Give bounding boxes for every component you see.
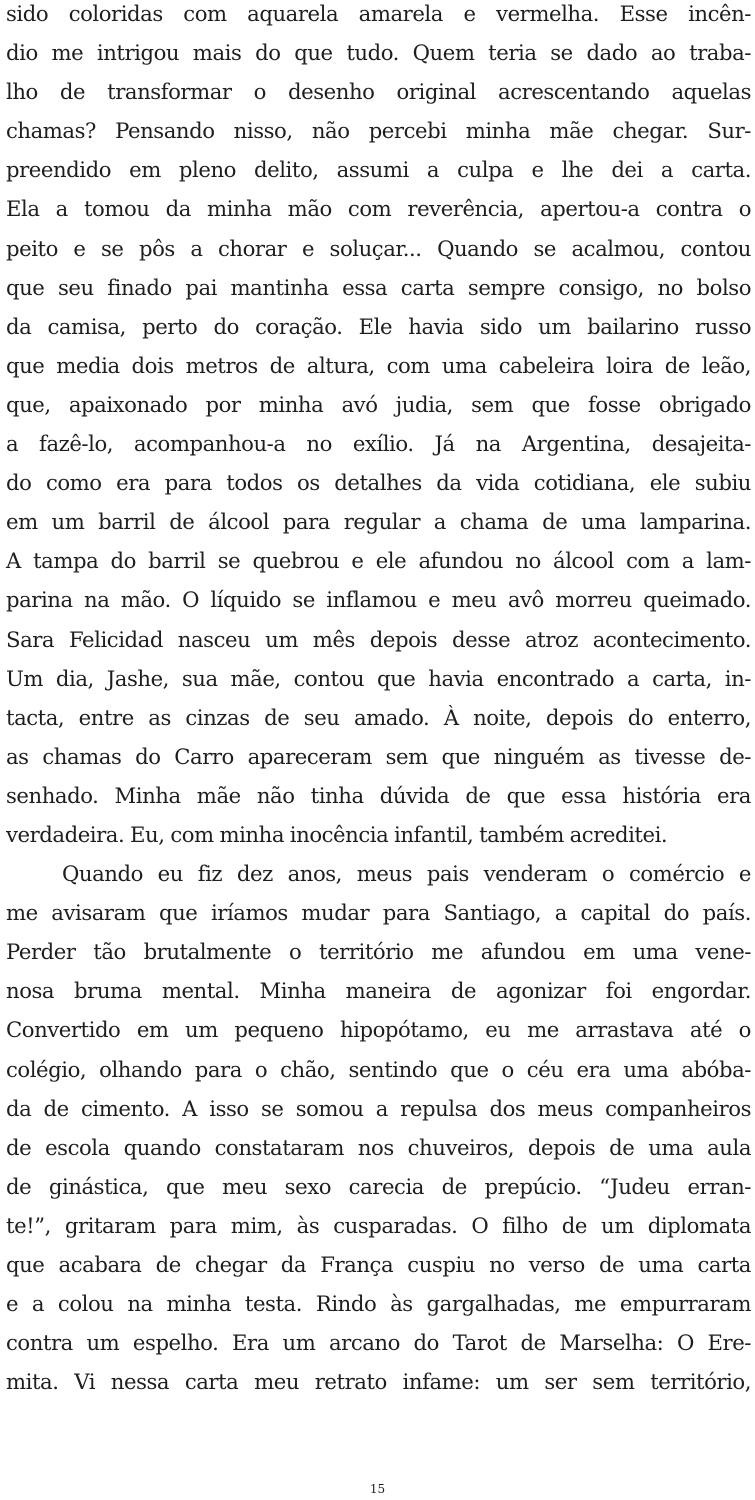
text-line: me avisaram que iríamos mudar para Santiago, a capital do país. bbox=[6, 900, 751, 926]
text-line: em um barril de álcool para regular a chama de uma lamparina. bbox=[6, 509, 751, 535]
text-line: do como era para todos os detalhes da vida cotidiana, ele subiu bbox=[6, 470, 751, 496]
text-line: de escola quando constataram nos chuveiros, depois de uma aula bbox=[6, 1134, 751, 1160]
text-line: as chamas do Carro apareceram sem que ninguém as tivesse de- bbox=[6, 743, 751, 769]
text-line: que seu finado pai mantinha essa carta sempre consigo, no bolso bbox=[6, 274, 751, 300]
paragraph-2 bbox=[6, 854, 751, 1401]
text-line: e a colou na minha testa. Rindo às gargalhadas, me empurraram bbox=[6, 1291, 751, 1317]
text-line: mita. Vi nessa carta meu retrato infame: um ser sem território, bbox=[6, 1369, 751, 1395]
text-line: Quando eu fiz dez anos, meus pais venderam o comércio e bbox=[62, 861, 751, 887]
text-line: de ginástica, que meu sexo carecia de prepúcio. “Judeu erran- bbox=[6, 1173, 751, 1199]
text-line: que, apaixonado por minha avó judia, sem que fosse obrigado bbox=[6, 391, 751, 417]
text-line: peito e se pôs a chorar e soluçar... Quando se acalmou, contou bbox=[6, 235, 751, 261]
text-line: a fazê-lo, acompanhou-a no exílio. Já na Argentina, desajeita- bbox=[6, 431, 751, 457]
text-line: da de cimento. A isso se somou a repulsa dos meus companheiros bbox=[6, 1095, 751, 1121]
page-number: 15 bbox=[369, 1482, 386, 1496]
text-line: contra um espelho. Era um arcano do Tarot de Marselha: O Ere- bbox=[6, 1330, 751, 1356]
text-line: chamas? Pensando nisso, não percebi minha mãe chegar. Sur- bbox=[6, 118, 751, 144]
text-line: Convertido em um pequeno hipopótamo, eu me arrastava até o bbox=[6, 1017, 751, 1043]
text-line: A tampa do barril se quebrou e ele afundou no álcool com a lam- bbox=[6, 548, 751, 574]
text-line: senhado. Minha mãe não tinha dúvida de que essa história era bbox=[6, 782, 751, 808]
text-line: nosa bruma mental. Minha maneira de agonizar foi engordar. bbox=[6, 978, 751, 1004]
text-line: Ela a tomou da minha mão com reverência, apertou-a contra o bbox=[6, 196, 751, 222]
text-line: Perder tão brutalmente o território me afundou em uma vene- bbox=[6, 939, 751, 965]
text-line: Sara Felicidad nasceu um mês depois desse atroz acontecimento. bbox=[6, 626, 751, 652]
text-line: parina na mão. O líquido se inflamou e meu avô morreu queimado. bbox=[6, 587, 751, 613]
text-line: sido coloridas com aquarela amarela e vermelha. Esse incên- bbox=[6, 1, 751, 26]
text-line: te!”, gritaram para mim, às cusparadas. O filho de um diplomata bbox=[6, 1212, 751, 1238]
text-line: da camisa, perto do coração. Ele havia sido um bailarino russo bbox=[6, 313, 751, 339]
text-line: verdadeira. Eu, com minha inocência infantil, também acreditei. bbox=[6, 821, 668, 847]
body-text bbox=[6, 0, 751, 1401]
text-line: preendido em pleno delito, assumi a culpa e lhe dei a carta. bbox=[6, 157, 751, 183]
text-line: que media dois metros de altura, com uma cabeleira loira de leão, bbox=[6, 352, 751, 378]
text-line: colégio, olhando para o chão, sentindo que o céu era uma abóba- bbox=[6, 1056, 751, 1082]
text-line: lho de transformar o desenho original acrescentando aquelas bbox=[6, 79, 751, 105]
text-line: tacta, entre as cinzas de seu amado. À noite, depois do enterro, bbox=[6, 704, 751, 730]
paragraph-1 bbox=[6, 0, 751, 854]
text-line: dio me intrigou mais do que tudo. Quem teria se dado ao traba- bbox=[6, 40, 751, 66]
text-line: que acabara de chegar da França cuspiu no verso de uma carta bbox=[6, 1252, 751, 1277]
text-line: Um dia, Jashe, sua mãe, contou que havia encontrado a carta, in- bbox=[6, 665, 751, 691]
